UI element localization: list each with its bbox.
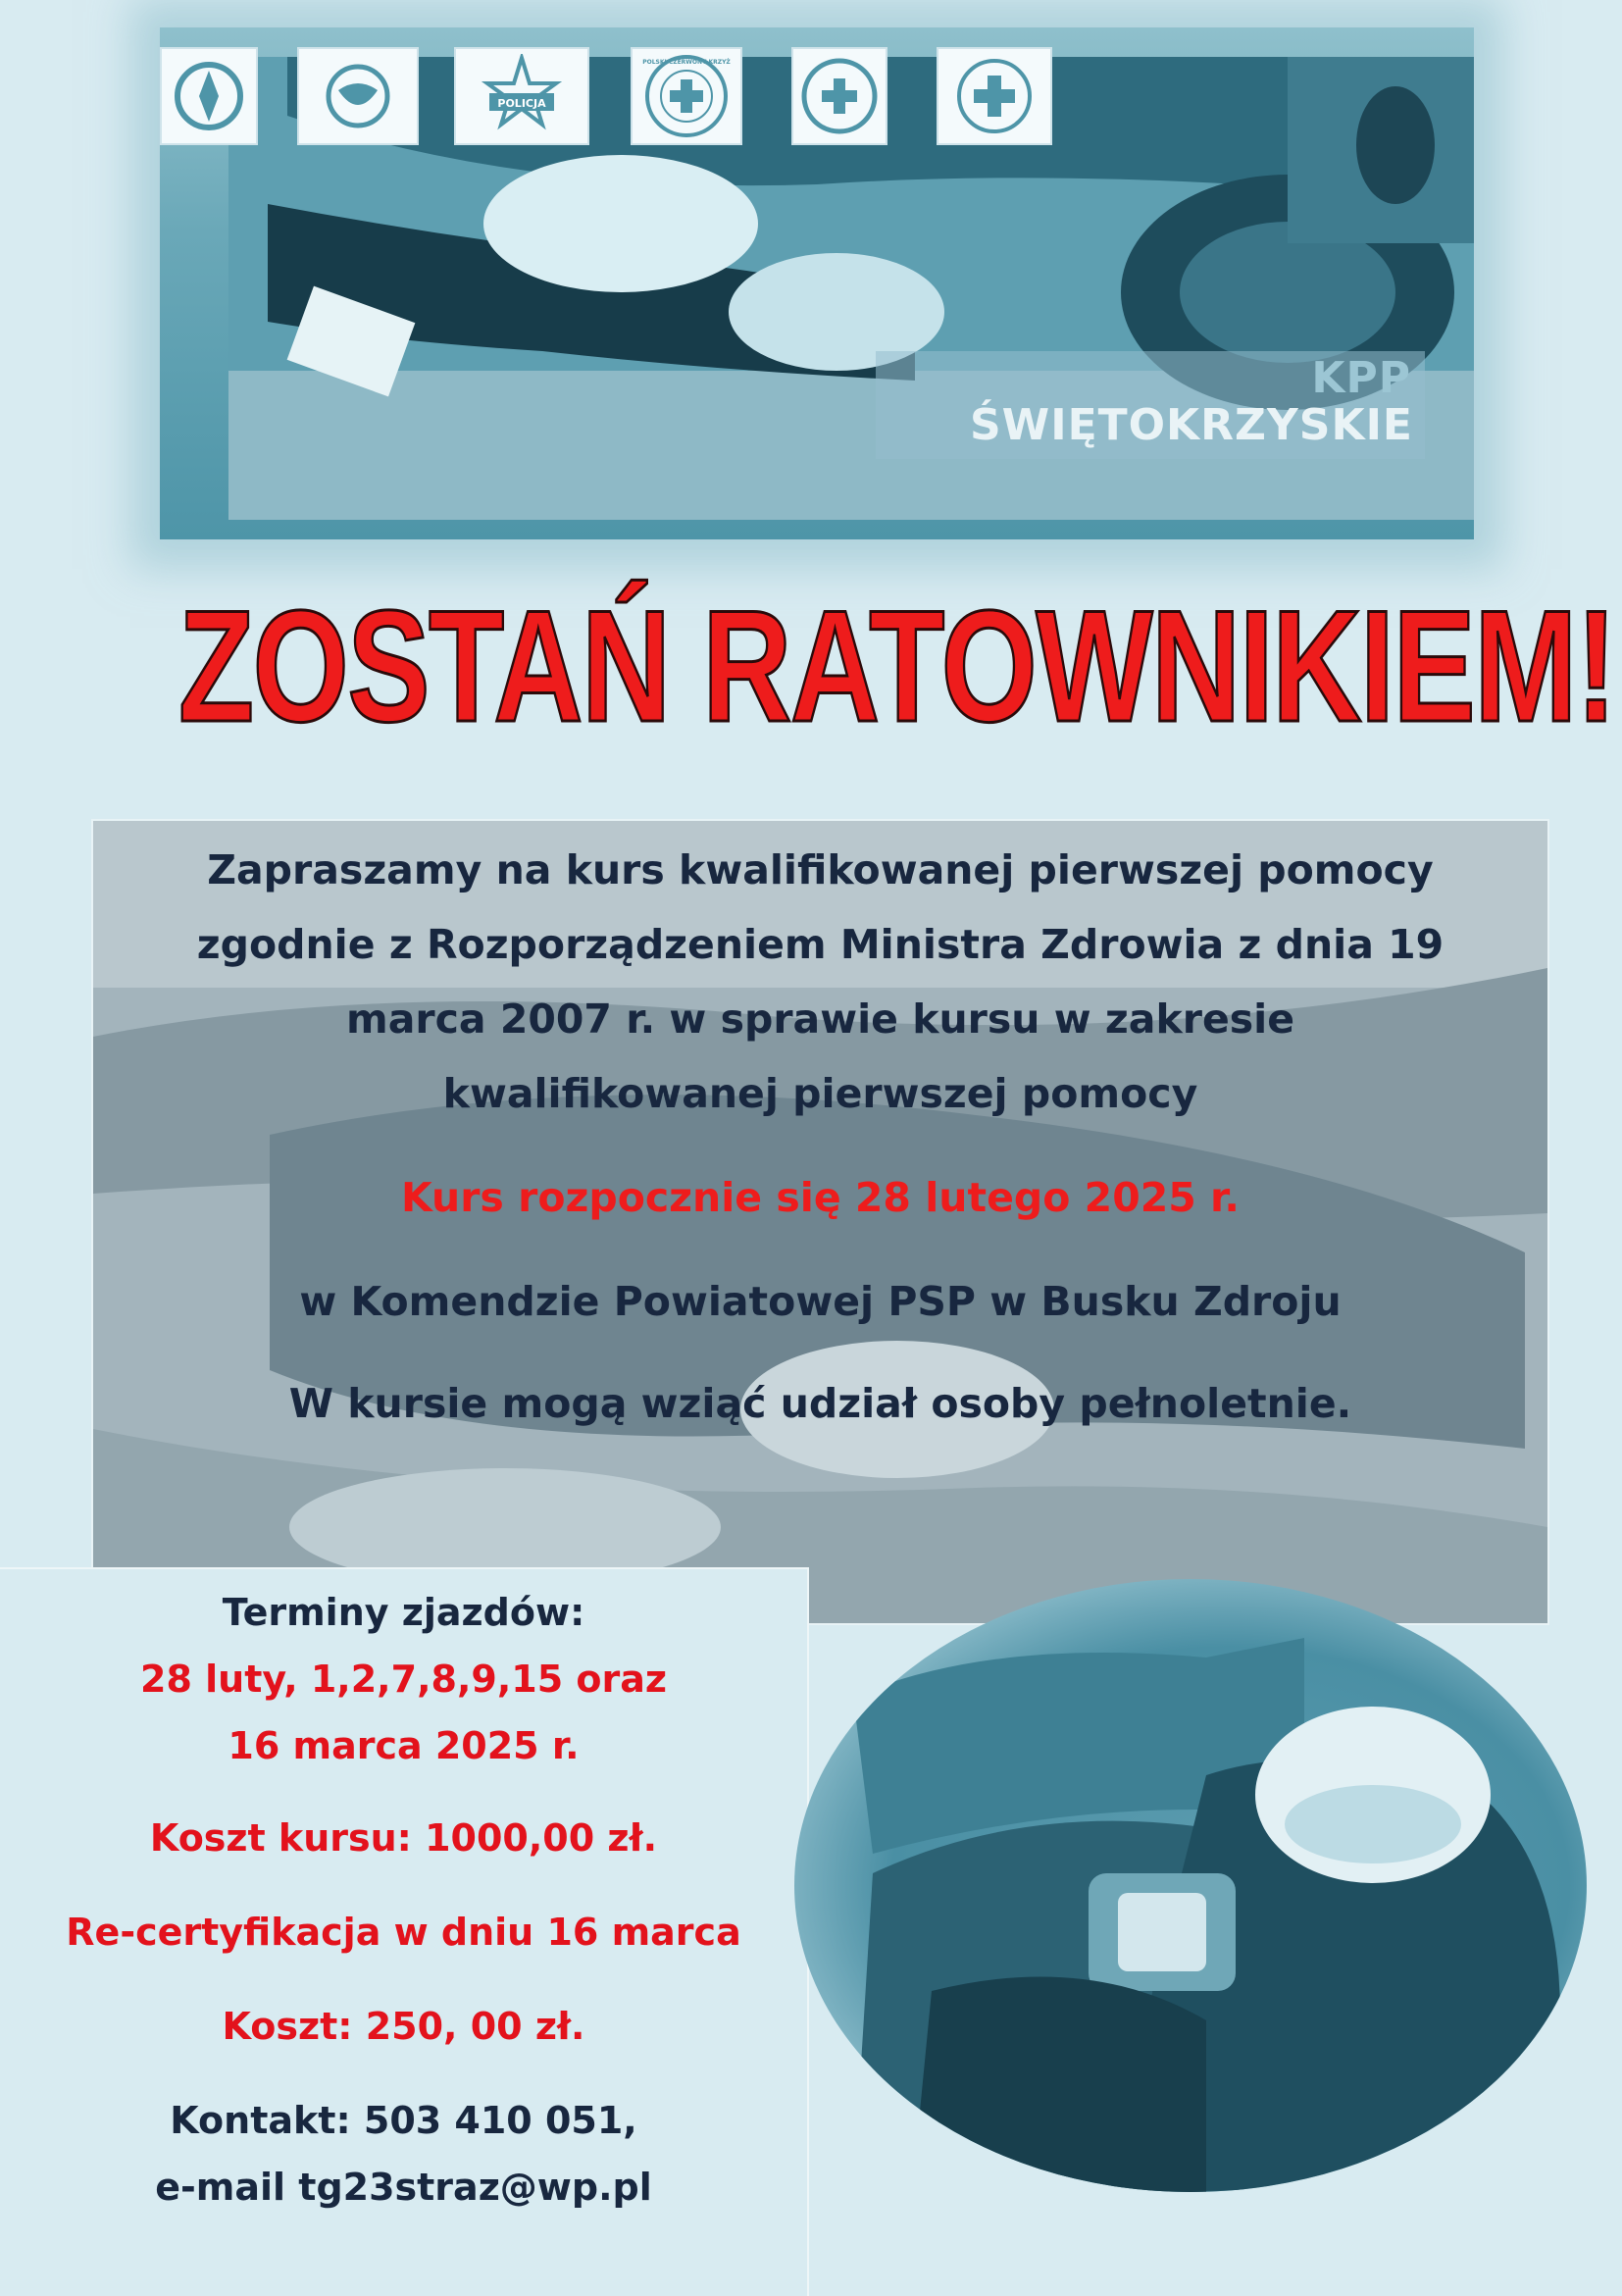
svg-text:POLICJA: POLICJA — [497, 97, 546, 110]
course-info-panel — [91, 819, 1549, 1625]
dates-line-2: 16 marca 2025 r. — [228, 1724, 580, 1767]
intro-line: kwalifikowanej pierwszej pomocy — [442, 1070, 1198, 1117]
course-eligibility: W kursie mogą wziąć udział osoby pełnoletnie. — [288, 1380, 1352, 1427]
dates-heading: Terminy zjazdów: — [222, 1591, 585, 1634]
recertification-date: Re-certyfikacja w dniu 16 marca — [66, 1911, 741, 1954]
swietokrzyskie-label: ŚWIĘTOKRZYSKIE — [969, 400, 1413, 450]
rescuer-in-car-illustration — [794, 1579, 1587, 2192]
fire-service-emblem-icon — [160, 47, 258, 145]
red-cross-emblem-icon — [631, 47, 742, 145]
kpp-label: KPP — [1311, 353, 1411, 403]
eagle-emblem-icon — [297, 47, 419, 145]
rescue-cross-emblem-icon — [791, 47, 887, 145]
intro-line: Zapraszamy na kurs kwalifikowanej pierwszej pomocy — [207, 846, 1434, 893]
intro-line: zgodnie z Rozporządzeniem Ministra Zdrowia z dnia 19 — [196, 921, 1445, 968]
contact-email: e-mail tg23straz@wp.pl — [155, 2166, 652, 2209]
contact-phone: Kontakt: 503 410 051, — [170, 2099, 637, 2142]
kpp-watermark — [876, 351, 1425, 459]
course-cost: Koszt kursu: 1000,00 zł. — [149, 1816, 658, 1860]
course-location: w Komendzie Powiatowej PSP w Busku Zdroju — [299, 1278, 1342, 1325]
rescuer-oval-photo — [794, 1579, 1587, 2192]
course-intro-text — [93, 833, 1547, 1131]
recertification-cost: Koszt: 250, 00 zł. — [222, 2005, 585, 2048]
dates-line-1: 28 luty, 1,2,7,8,9,15 oraz — [140, 1658, 667, 1701]
header-photo-banner — [160, 27, 1474, 539]
svg-text:POLSKI CZERWONY KRZYŻ: POLSKI CZERWONY KRZYŻ — [642, 59, 731, 66]
course-details-box — [0, 1567, 809, 2296]
poster-title: ZOSTAŃ RATOWNIKIEM! — [177, 578, 1616, 755]
intro-line: marca 2007 r. w sprawie kursu w zakresie — [345, 995, 1295, 1043]
rescue-service-cross-icon — [937, 47, 1052, 145]
course-start-date: Kurs rozpocznie się 28 lutego 2025 r. — [400, 1174, 1241, 1221]
police-star-icon — [454, 47, 589, 145]
